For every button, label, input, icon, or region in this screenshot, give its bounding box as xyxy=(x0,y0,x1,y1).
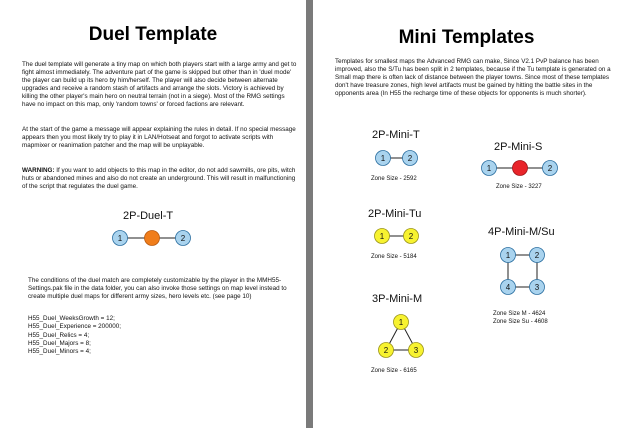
right-page xyxy=(313,0,620,428)
settings-line: H55_Duel_WeeksGrowth = 12; xyxy=(28,315,115,322)
diagram-node xyxy=(513,161,528,176)
duel-warning-paragraph xyxy=(22,167,298,191)
diagram-node-label: 3 xyxy=(534,283,540,292)
diagram-node-label: 2 xyxy=(180,234,186,243)
zone-size-3p-mini-m: Zone Size - 6165 xyxy=(371,368,417,374)
mini-intro-paragraph: Templates for smallest maps the Advanced RMG can make, Since V2.1 PvP balance has been improved, also the S/Tu has been split in 2 templates, because if the Tu template is generated on a Small map there is often lack of distance between the player towns. Since most of these templates don't have treasure zones, high level artifacts must be gained by hitting the battle sites in the opponents area (In H55 the recharge time of these objects for opponents is much shorter). xyxy=(335,58,611,97)
diagram-node-label: 2 xyxy=(408,232,414,241)
diagram-node-label: 2 xyxy=(383,346,389,355)
diagram-3p-mini-m xyxy=(373,312,429,362)
zone-size-2p-mini-s: Zone Size - 3227 xyxy=(496,184,542,190)
zone-size-4p-mini-su: Zone Size Su - 4608 xyxy=(493,319,548,325)
zone-size-2p-mini-t: Zone Size - 2592 xyxy=(371,176,417,182)
diagram-label-2p-duel-t: 2P-Duel-T xyxy=(123,210,174,222)
diagram-node-label: 1 xyxy=(505,251,511,260)
diagram-node xyxy=(145,231,160,246)
duel-start-paragraph: At the start of the game a message will appear explaining the rules in detail. If no special message appears then you most likely try to play it in LAN/Hotseat and forgot to activate scripts with mapmixer or reanimation patcher and the map will be unplayable. xyxy=(22,126,296,149)
diagram-label-2p-mini-tu: 2P-Mini-Tu xyxy=(368,208,422,220)
diagram-node-label: 2 xyxy=(547,164,553,173)
warning-text: If you want to add objects to this map in the editor, do not add sawmills, ore pits, witch huts or abandoned mines and also do not create an underground. This will result in malfunctioning of the script that regulates the duel game. xyxy=(22,167,296,190)
page-title: Duel Template xyxy=(88,24,218,45)
diagram-4p-mini-m-su xyxy=(496,242,548,298)
duel-settings-list xyxy=(28,315,121,356)
diagram-label-2p-mini-s: 2P-Mini-S xyxy=(494,141,543,153)
left-page xyxy=(0,0,306,428)
diagram-node-label: 1 xyxy=(398,318,404,327)
settings-line: H55_Duel_Relics = 4; xyxy=(28,331,90,339)
diagram-2p-duel-t xyxy=(100,226,200,252)
diagram-node-label: 1 xyxy=(379,232,385,241)
diagram-node-label: 4 xyxy=(505,283,511,292)
settings-line: H55_Duel_Majors = 8; xyxy=(28,339,91,347)
diagram-label-4p-mini-m-su: 4P-Mini-M/Su xyxy=(488,226,555,238)
settings-line: H55_Duel_Experience = 200000; xyxy=(28,323,121,331)
diagram-node-label: 1 xyxy=(117,234,123,243)
duel-settings-paragraph: The conditions of the duel match are completely customizable by the player in the MMH55-Settings.pak file in the data folder, you can also invoke those settings on map level instead to create multiple duel maps for different army sizes, hero levels etc. (see page 10) xyxy=(28,277,287,300)
diagram-node-label: 3 xyxy=(413,346,419,355)
diagram-label-3p-mini-m: 3P-Mini-M xyxy=(372,293,423,305)
duel-intro-paragraph: The duel template will generate a tiny map on which both players start with a large army and get to fight almost immediately. The adventure part of the game is skipped but other than in 'duel mode' the player can build up its hero by him/herself. The player will also decide between alternate upgrades and receive a random stash of artifacts and arrange the slots. Victory is achieved by killing the other player's main hero on neutral terrain (not in a siege). Most of the RMG settings have no impact on this map, only 'random towns' or forced factions are relevant. xyxy=(22,61,297,108)
diagram-2p-mini-t xyxy=(375,147,425,171)
diagram-node-label: 2 xyxy=(407,154,413,163)
diagram-node-label: 1 xyxy=(486,164,492,173)
diagram-2p-mini-s xyxy=(480,157,564,181)
diagram-node-label: 1 xyxy=(380,154,386,163)
zone-size-2p-mini-tu: Zone Size - 5184 xyxy=(371,254,417,260)
diagram-node-label: 2 xyxy=(534,251,540,260)
settings-line: H55_Duel_Minors = 4; xyxy=(28,348,91,356)
diagram-2p-mini-tu xyxy=(374,225,424,249)
warning-label: WARNING: xyxy=(22,167,55,174)
zone-size-4p-mini-m: Zone Size M - 4624 xyxy=(493,311,546,317)
page-title: Mini Templates xyxy=(398,27,535,48)
diagram-label-2p-mini-t: 2P-Mini-T xyxy=(372,129,420,141)
